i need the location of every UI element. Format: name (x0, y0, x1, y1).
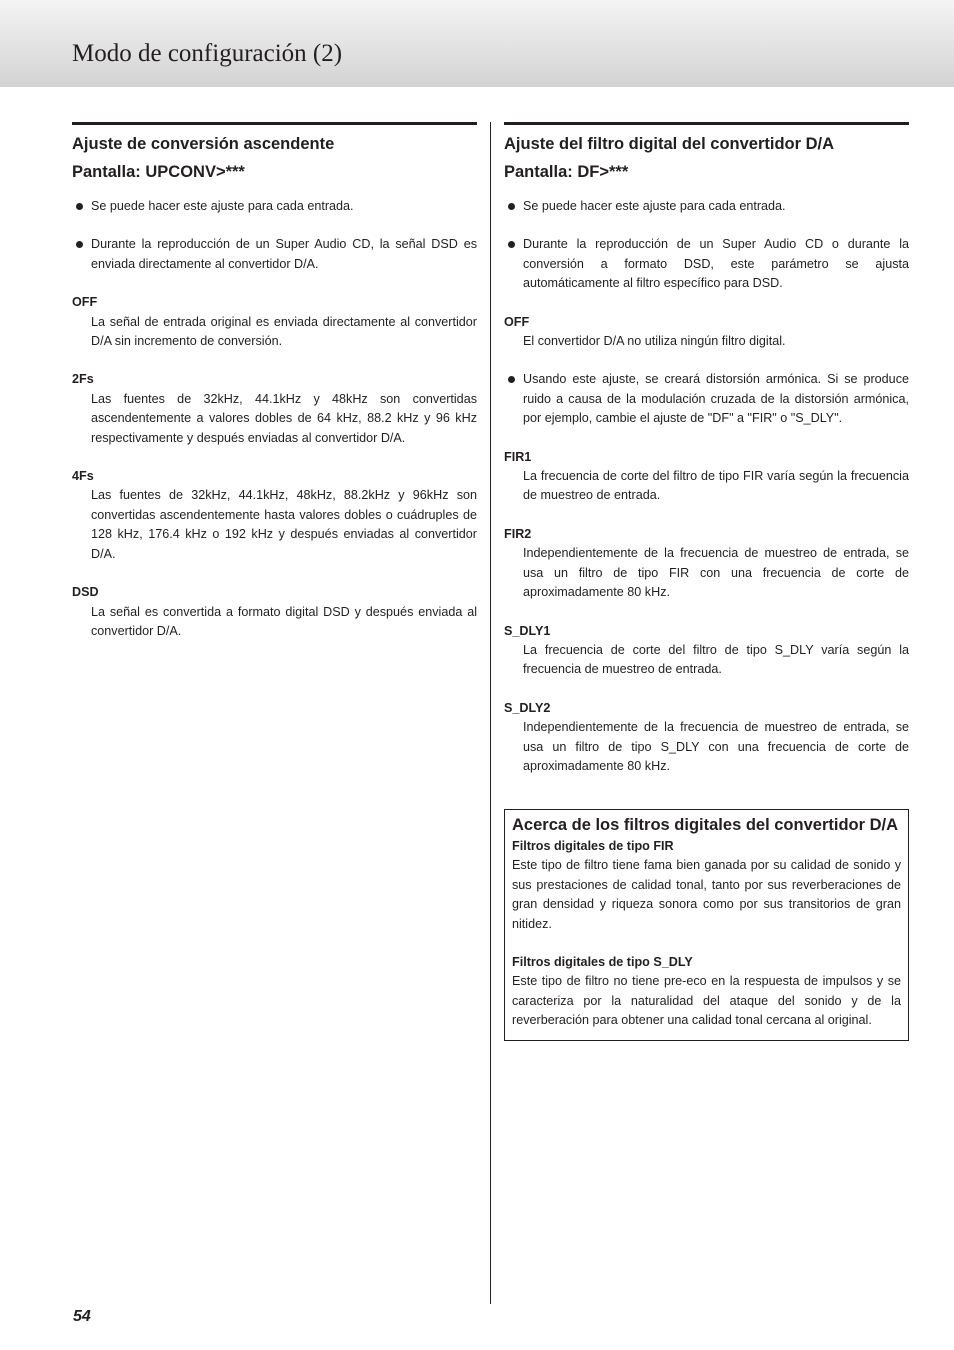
option-desc-off: La señal de entrada original es enviada directamente al convertidor D/A sin incremento de conversión. (91, 314, 477, 349)
option-label-dsd: DSD (72, 585, 99, 600)
info-box-digital-filters (504, 809, 909, 1041)
info-box-subtitle-sdly: Filtros digitales de tipo S_DLY (512, 955, 693, 970)
option-desc-off: El convertidor D/A no utiliza ningún filtro digital. (523, 334, 786, 349)
column-divider (490, 122, 491, 1304)
bullet-icon (508, 376, 515, 383)
info-box-text-sdly: Este tipo de filtro no tiene pre-eco en la respuesta de impulsos y se caracteriza por la naturalidad del ataque del sonido y de la reverberación para obtener una calidad tonal cercana al original. (512, 974, 901, 1028)
section-rule (72, 122, 477, 125)
section-rule (504, 122, 909, 125)
bullet-icon (76, 241, 83, 248)
option-desc-fir1: La frecuencia de corte del filtro de tipo FIR varía según la frecuencia de muestreo de entrada. (523, 469, 909, 503)
page-title: Modo de configuración (2) (72, 40, 343, 67)
option-desc-4fs: Las fuentes de 32kHz, 44.1kHz, 48kHz, 88.2kHz y 96kHz son convertidas ascendentemente hasta valores dobles o cuádruples de 128 kHz, 176.4 kHz o 192 kHz y después enviadas al convertidor D/A. (91, 488, 477, 561)
section-title-line2: Pantalla: DF>*** (504, 163, 629, 181)
option-label-fir1: FIR1 (504, 449, 532, 464)
bullet-text: Se puede hacer este ajuste para cada entrada. (523, 199, 786, 213)
bullet-text: Durante la reproducción de un Super Audio CD o durante la conversión a formato DSD, este parámetro se ajusta automáticamente al filtro específico para DSD. (523, 237, 909, 291)
bullet-text: Durante la reproducción de un Super Audio CD, la señal DSD es enviada directamente al convertidor D/A. (91, 237, 477, 271)
section-title-line1: Ajuste de conversión ascendente (72, 135, 335, 153)
section-title-upconv (72, 130, 477, 186)
bullet-icon (508, 241, 515, 248)
section-title-line2: Pantalla: UPCONV>*** (72, 163, 245, 181)
option-label-2fs: 2Fs (72, 372, 94, 387)
section-title-df (504, 130, 909, 186)
option-desc-sdly1: La frecuencia de corte del filtro de tipo S_DLY varía según la frecuencia de muestreo de entrada. (523, 642, 909, 677)
bullet-item (72, 235, 477, 274)
option-label-4fs: 4Fs (72, 469, 94, 484)
info-box-title: Acerca de los filtros digitales del convertidor D/A (512, 816, 899, 834)
page-header (0, 0, 954, 87)
option-label-sdly1: S_DLY1 (504, 623, 551, 638)
bullet-icon (508, 203, 515, 210)
bullet-text: Usando este ajuste, se creará distorsión armónica. Si se produce ruido a causa de la modulación cruzada de la distorsión armónica, por ejemplo, cambie el ajuste de "DF" a "FIR" o "S_DLY". (523, 372, 909, 426)
option-label-off: OFF (504, 314, 530, 329)
option-desc-2fs: Las fuentes de 32kHz, 44.1kHz y 48kHz son convertidas ascendentemente a valores dobles de 64 kHz, 88.2 kHz y 96 kHz respectivamente y después enviadas al convertidor D/A. (91, 391, 477, 445)
left-column (72, 122, 477, 641)
bullet-item (504, 370, 909, 428)
section-title-line1: Ajuste del filtro digital del convertidor D/A (504, 135, 835, 153)
option-desc-dsd: La señal es convertida a formato digital DSD y después enviada al convertidor D/A. (91, 604, 477, 638)
info-box-text-fir: Este tipo de filtro tiene fama bien ganada por su calidad de sonido y sus prestaciones de calidad tonal, tanto por sus reverberaciones de gran densidad y riqueza sonora como por sus transitorios de gran nitidez. (512, 858, 901, 931)
option-label-off: OFF (72, 295, 98, 310)
info-box-subtitle-fir: Filtros digitales de tipo FIR (512, 839, 674, 853)
bullet-item (72, 197, 477, 216)
bullet-item (504, 197, 909, 216)
right-column (504, 122, 909, 776)
option-desc-fir2: Independientemente de la frecuencia de muestreo de entrada, se usa un filtro de tipo FIR con una frecuencia de corte de aproximadamente 80 kHz. (523, 546, 909, 600)
option-label-fir2: FIR2 (504, 526, 532, 541)
bullet-item (504, 235, 909, 293)
bullet-icon (76, 203, 83, 210)
page-number: 54 (73, 1308, 91, 1325)
option-desc-sdly2: Independientemente de la frecuencia de muestreo de entrada, se usa un filtro de tipo S_DLY con una frecuencia de corte de aproximadamente 80 kHz. (523, 720, 909, 773)
option-label-sdly2: S_DLY2 (504, 700, 551, 715)
bullet-text: Se puede hacer este ajuste para cada entrada. (91, 199, 354, 213)
